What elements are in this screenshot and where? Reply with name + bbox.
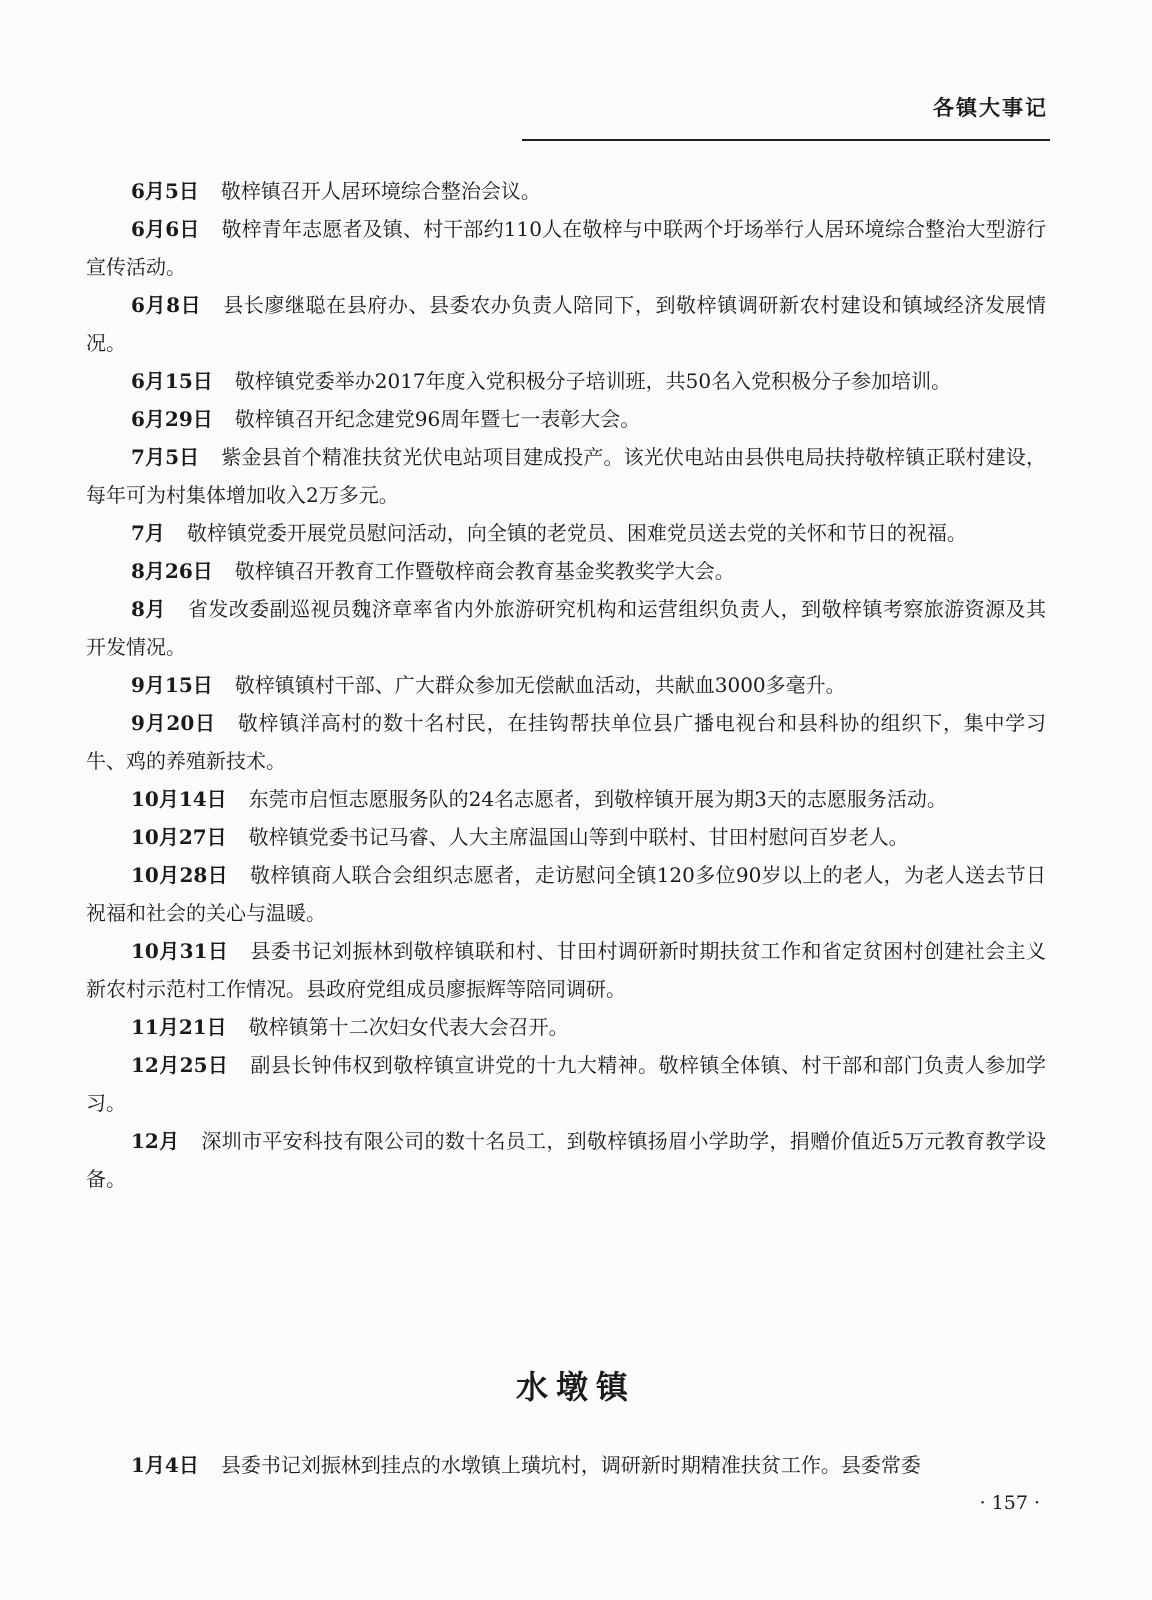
entry <box>86 1122 1046 1198</box>
entry-date: 10月27日 <box>131 825 227 849</box>
entry-date: 6月8日 <box>131 293 202 317</box>
entry-date: 8月26日 <box>131 559 213 583</box>
entry-text: 副县长钟伟权到敬梓镇宣讲党的十九大精神。敬梓镇全体镇、村干部和部门负责人参加学习。 <box>86 1053 1047 1115</box>
entry-date: 10月28日 <box>131 863 229 887</box>
entry-text: 县委书记刘振林到敬梓镇联和村、甘田村调研新时期扶贫工作和省定贫困村创建社会主义新农村示范村工作情况。县政府党组成员廖振辉等陪同调研。 <box>86 939 1047 1001</box>
entry-text: 敬梓镇党委开展党员慰问活动，向全镇的老党员、困难党员送去党的关怀和节日的祝福。 <box>186 521 967 545</box>
entry-date: 10月14日 <box>131 787 227 811</box>
entry-text: 敬梓镇商人联合会组织志愿者，走访慰问全镇120多位90岁以上的老人，为老人送去节日祝福和社会的关心与温暖。 <box>86 863 1047 925</box>
entry-text: 紫金县首个精准扶贫光伏电站项目建成投产。该光伏电站由县供电局扶持敬梓镇正联村建设，每年可为村集体增加收入2万多元。 <box>86 445 1046 507</box>
entry-date: 6月29日 <box>131 407 213 431</box>
page-number: · 157 · <box>979 1492 1040 1514</box>
entry-text: 敬梓镇党委书记马睿、人大主席温国山等到中联村、甘田村慰问百岁老人。 <box>248 825 909 849</box>
entry <box>86 1046 1046 1122</box>
entry <box>86 514 1046 552</box>
entry-text: 敬梓镇召开人居环境综合整治会议。 <box>220 179 541 203</box>
entry-date: 9月20日 <box>131 711 216 735</box>
entry-date: 6月5日 <box>131 179 199 203</box>
entry <box>86 932 1046 1008</box>
header-rule <box>522 139 1050 141</box>
entry-text: 省发改委副巡视员魏济章率省内外旅游研究机构和运营组织负责人，到敬梓镇考察旅游资源及其开发情况。 <box>86 597 1047 659</box>
entry-date: 7月 <box>131 521 165 545</box>
entry-date: 12月 <box>131 1129 180 1153</box>
entry <box>86 704 1046 780</box>
entry-date: 6月6日 <box>131 217 200 241</box>
entry-date: 7月5日 <box>131 445 200 469</box>
entry-date: 6月15日 <box>131 369 213 393</box>
entry-date: 10月31日 <box>131 939 229 963</box>
entry-text: 深圳市平安科技有限公司的数十名员工，到敬梓镇扬眉小学助学，捐赠价值近5万元教育教学设备。 <box>86 1129 1046 1191</box>
entry-text: 县委书记刘振林到挂点的水墩镇上璜坑村，调研新时期精准扶贫工作。县委常委 <box>220 1453 921 1477</box>
entry-text: 县长廖继聪在县府办、县委农办负责人陪同下，到敬梓镇调研新农村建设和镇域经济发展情况。 <box>86 293 1047 355</box>
entry <box>86 590 1046 666</box>
entry <box>86 210 1046 286</box>
section-entries <box>86 1446 1046 1484</box>
entry-date: 12月25日 <box>131 1053 229 1077</box>
entry <box>86 552 1046 590</box>
entry-text: 敬梓镇第十二次妇女代表大会召开。 <box>248 1015 569 1039</box>
entry <box>86 856 1046 932</box>
entry-text: 敬梓镇镇村干部、广大群众参加无偿献血活动，共献血3000多毫升。 <box>234 673 846 697</box>
entry <box>86 1446 1046 1484</box>
entry <box>86 438 1046 514</box>
entry <box>86 1008 1046 1046</box>
entry <box>86 362 1046 400</box>
entry-date: 11月21日 <box>131 1015 227 1039</box>
entry-text: 敬梓镇召开纪念建党96周年暨七一表彰大会。 <box>234 407 641 431</box>
entry-date: 1月4日 <box>131 1453 199 1477</box>
entry <box>86 172 1046 210</box>
entry-date: 8月 <box>131 597 166 621</box>
section-title: 水墩镇 <box>515 1368 636 1406</box>
entry-text: 敬梓镇党委举办2017年度入党积极分子培训班，共50名入党积极分子参加培训。 <box>234 369 952 393</box>
entry-text: 东莞市启恒志愿服务队的24名志愿者，到敬梓镇开展为期3天的志愿服务活动。 <box>248 787 947 811</box>
entry <box>86 666 1046 704</box>
entry-text: 敬梓镇召开教育工作暨敬梓商会教育基金奖教奖学大会。 <box>234 559 735 583</box>
entry-date: 9月15日 <box>131 673 213 697</box>
entry <box>86 286 1046 362</box>
entry <box>86 818 1046 856</box>
entry <box>86 400 1046 438</box>
chronicle-entries <box>86 172 1046 1198</box>
entry-text: 敬梓镇洋高村的数十名村民，在挂钩帮扶单位县广播电视台和县科协的组织下，集中学习牛、鸡的养殖新技术。 <box>86 711 1047 773</box>
entry-text: 敬梓青年志愿者及镇、村干部约110人在敬梓与中联两个圩场举行人居环境综合整治大型游行宣传活动。 <box>86 217 1046 279</box>
entry <box>86 780 1046 818</box>
running-header: 各镇大事记 <box>933 96 1048 120</box>
